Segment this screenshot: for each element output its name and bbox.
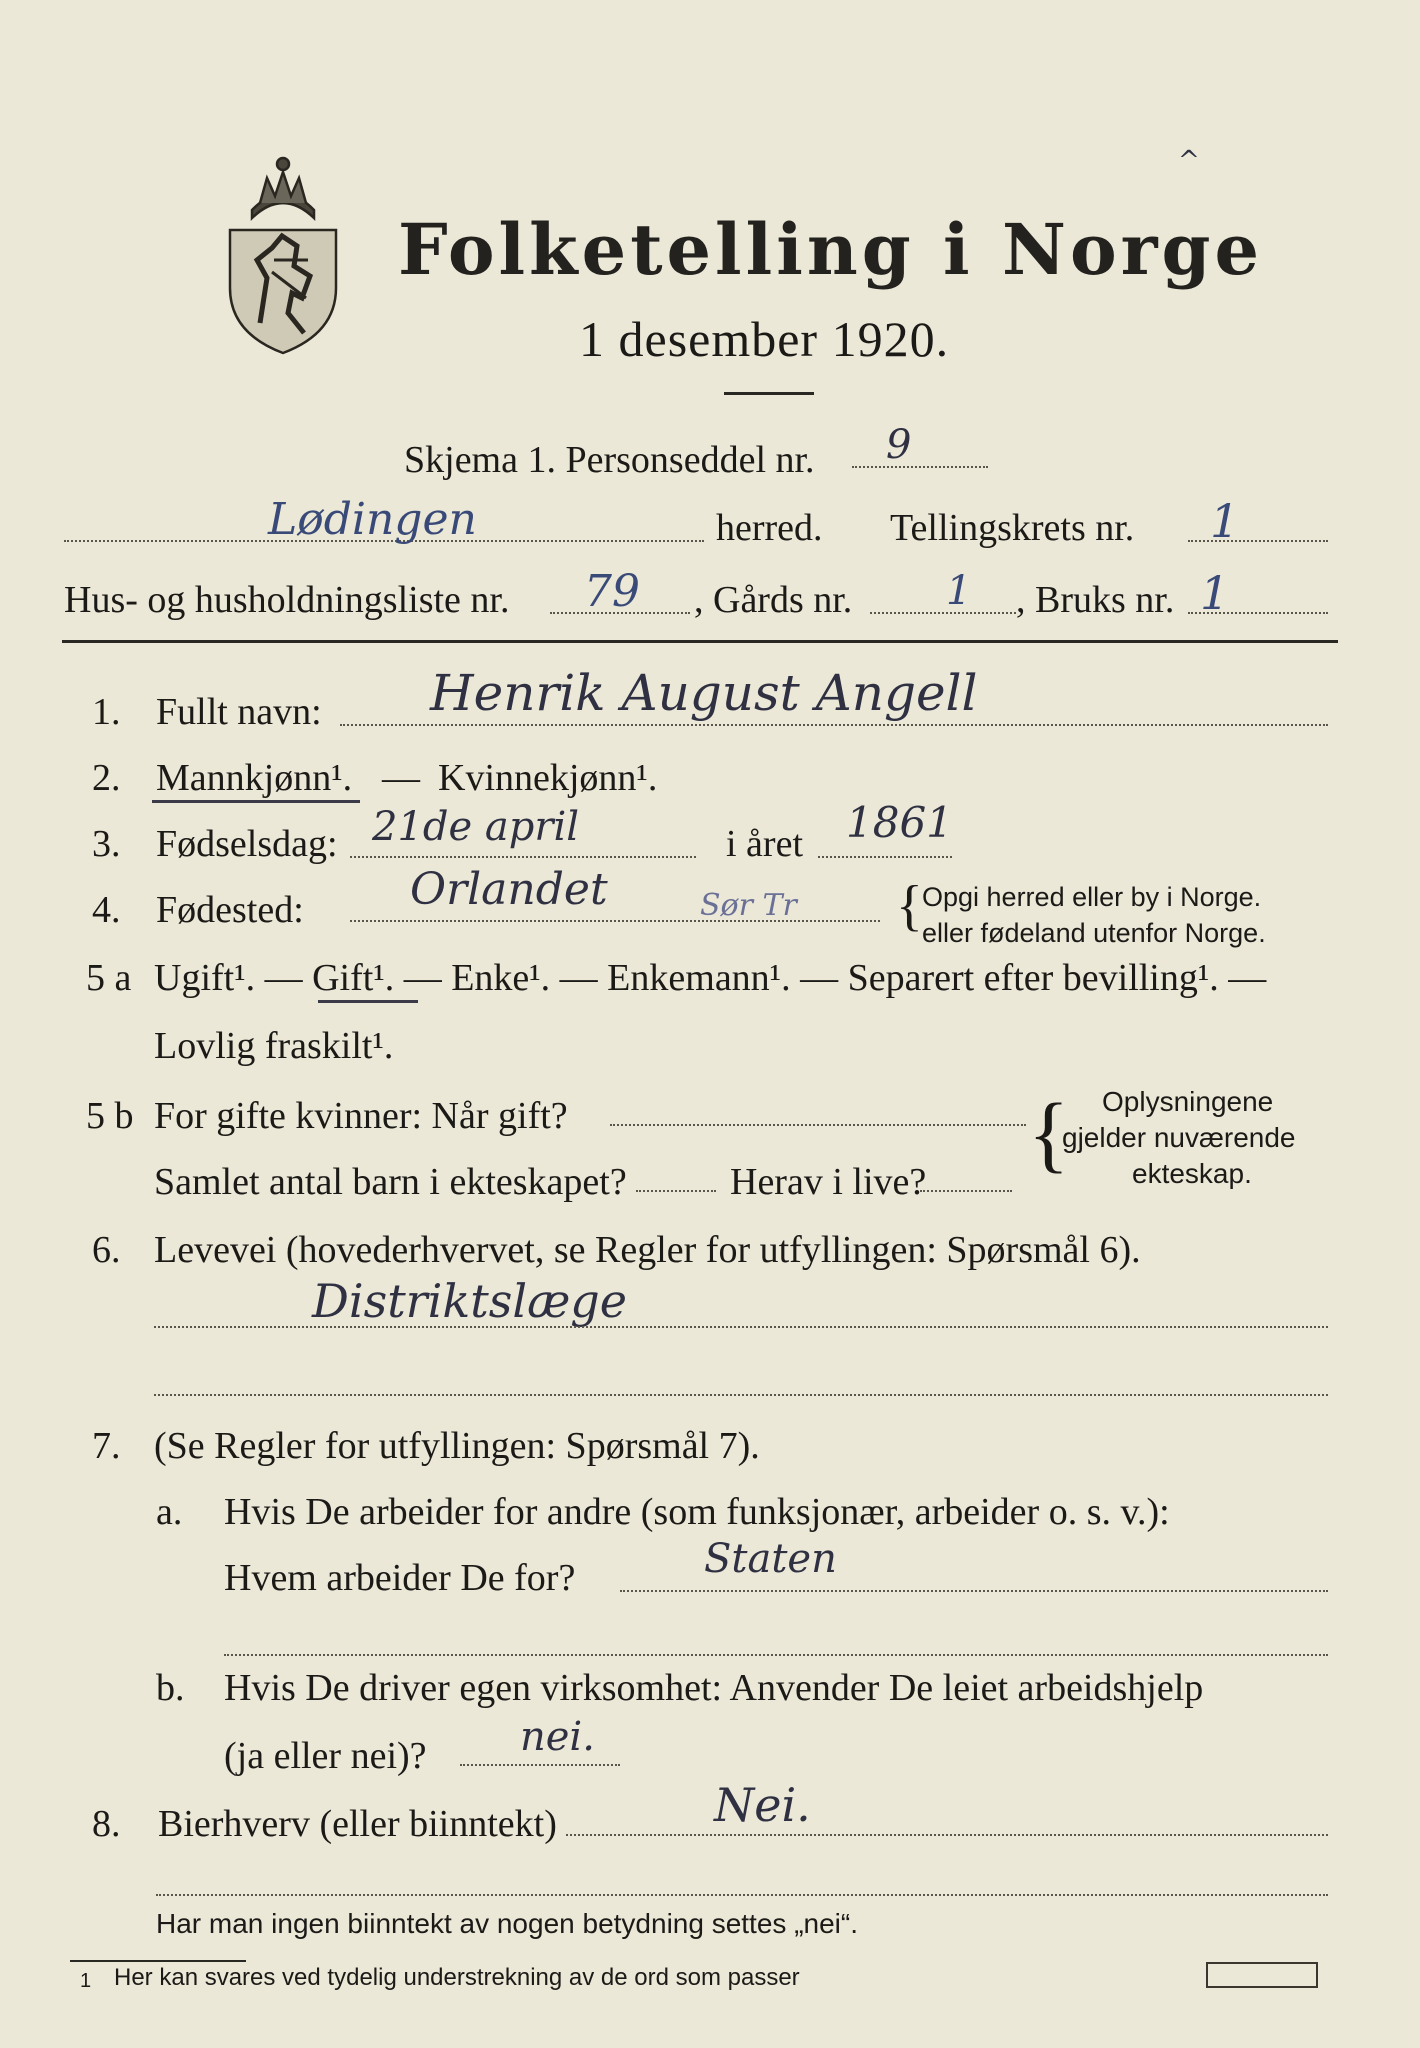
title-divider: [724, 392, 814, 395]
mannkjonn-underline: [152, 800, 360, 803]
q3-number: 3.: [92, 823, 121, 865]
levevei-field-2[interactable]: [154, 1394, 1328, 1396]
barn-label: Samlet antal barn i ekteskapet?: [154, 1161, 627, 1203]
fodselsdag-field[interactable]: [350, 856, 696, 858]
levevei-value: Distriktslæge: [312, 1274, 627, 1328]
i-live-field[interactable]: [920, 1190, 1012, 1192]
q2-number: 2.: [92, 757, 121, 799]
q7b-line-1: Hvis De driver egen virksomhet: Anvender De leiet arbeidshjelp: [224, 1667, 1204, 1709]
header-divider: [62, 640, 1338, 643]
q8-number: 8.: [92, 1803, 121, 1845]
fodested-field[interactable]: [350, 920, 880, 922]
sivilstand-options[interactable]: Ugift¹. — Gift¹. — Enke¹. — Enkemann¹. — Separert efter bevilling¹. —: [154, 957, 1267, 999]
q6-label: Levevei (hovederhvervet, se Regler for utfyllingen: Spørsmål 6).: [154, 1229, 1141, 1271]
q6-number: 6.: [92, 1229, 121, 1271]
kvinnekjonn-option[interactable]: Kvinnekjønn¹.: [438, 757, 658, 799]
q4-note-1: Opgi herred eller by i Norge.: [922, 882, 1262, 912]
tellingskrets-label: Tellingskrets nr.: [890, 507, 1135, 549]
fullt-navn-value: Henrik August Angell: [430, 664, 978, 722]
bierhverv-field-2[interactable]: [156, 1894, 1328, 1896]
footer-note: Har man ingen biinntekt av nogen betydning settes „nei“.: [156, 1908, 858, 1939]
form-title: Folketelling i Norge: [398, 208, 1264, 291]
footnote-divider: [70, 1960, 246, 1962]
q7a-letter: a.: [156, 1491, 183, 1533]
year-field[interactable]: [818, 856, 952, 858]
q4-label: Fødested:: [156, 889, 304, 931]
q5b-note-2: gjelder nuværende: [1062, 1122, 1296, 1153]
gards-field[interactable]: [870, 612, 1016, 614]
q5a-number: 5 a: [86, 957, 132, 999]
q5b-note-3: ekteskap.: [1132, 1158, 1252, 1189]
mannkjonn-option[interactable]: Mannkjønn¹.: [156, 757, 353, 799]
corner-mark: ^: [1178, 146, 1200, 176]
coat-of-arms-icon: [222, 148, 344, 358]
q8-label: Bierhverv (eller biinntekt): [158, 1803, 557, 1845]
fullt-navn-field[interactable]: [340, 724, 1328, 726]
form-date: 1 desember 1920.: [579, 311, 950, 367]
arbeidsgiver-field-2[interactable]: [224, 1654, 1328, 1656]
tellingskrets-value: 1: [1210, 494, 1240, 548]
gards-value: 1: [946, 568, 972, 614]
gards-label: , Gårds nr.: [694, 579, 853, 621]
footnote-text: Her kan svares ved tydelig understrekning av de ord som passer: [114, 1964, 800, 1991]
bierhverv-value: Nei.: [714, 1778, 811, 1832]
q1-label: Fullt navn:: [156, 691, 322, 733]
fodested-value: Orlandet: [410, 864, 608, 915]
q2-separator: —: [382, 757, 420, 799]
skjema-label: Skjema 1. Personseddel nr.: [404, 439, 815, 481]
tellingskrets-field[interactable]: [1188, 540, 1328, 542]
bruks-value: 1: [1200, 566, 1230, 620]
q4-note-2: eller fødeland utenfor Norge.: [922, 918, 1266, 948]
husholdningsliste-label: Hus- og husholdningsliste nr.: [64, 579, 510, 621]
i-live-label: Herav i live?: [730, 1161, 927, 1203]
printer-stamp: [1206, 1962, 1318, 1988]
arbeidshjelp-field[interactable]: [460, 1764, 620, 1766]
fodselsdag-value: 21de april: [372, 804, 580, 850]
q5b-note-1: Oplysningene: [1102, 1086, 1274, 1117]
q7-label: (Se Regler for utfyllingen: Spørsmål 7).: [154, 1425, 760, 1467]
personseddel-field[interactable]: [852, 466, 988, 468]
nar-gift-field[interactable]: [610, 1124, 1026, 1126]
herred-value: Lødingen: [268, 494, 477, 545]
arbeidsgiver-value: Staten: [704, 1536, 837, 1582]
q7a-line-1: Hvis De arbeider for andre (som funksjonær, arbeider o. s. v.):: [224, 1491, 1170, 1533]
fodested-value-2: Sør Tr: [700, 888, 797, 923]
personseddel-value: 9: [886, 422, 912, 468]
husholdningsliste-value: 79: [584, 566, 640, 617]
nar-gift-label: For gifte kvinner: Når gift?: [154, 1095, 568, 1137]
footnote-number: 1: [80, 1970, 92, 1992]
q5b-number: 5 b: [86, 1095, 134, 1137]
levevei-field-1[interactable]: [154, 1326, 1328, 1328]
q5b-brace: {: [1028, 1085, 1070, 1181]
arbeidshjelp-value: nei.: [520, 1714, 595, 1760]
fraskilt-option[interactable]: Lovlig fraskilt¹.: [154, 1025, 394, 1067]
q4-number: 4.: [92, 889, 121, 931]
q7b-line-2: (ja eller nei)?: [224, 1735, 427, 1777]
barn-field[interactable]: [636, 1190, 716, 1192]
q1-number: 1.: [92, 691, 121, 733]
year-label: i året: [726, 823, 804, 865]
gift-underline: [318, 1000, 418, 1003]
bruks-label: , Bruks nr.: [1016, 579, 1175, 621]
q7a-line-2: Hvem arbeider De for?: [224, 1557, 576, 1599]
arbeidsgiver-field[interactable]: [620, 1590, 1328, 1592]
q3-label: Fødselsdag:: [156, 823, 338, 865]
herred-label: herred.: [716, 507, 823, 549]
q7-number: 7.: [92, 1425, 121, 1467]
bierhverv-field[interactable]: [566, 1834, 1328, 1836]
q4-brace: {: [896, 875, 923, 937]
year-value: 1861: [846, 798, 953, 847]
q7b-letter: b.: [156, 1667, 185, 1709]
